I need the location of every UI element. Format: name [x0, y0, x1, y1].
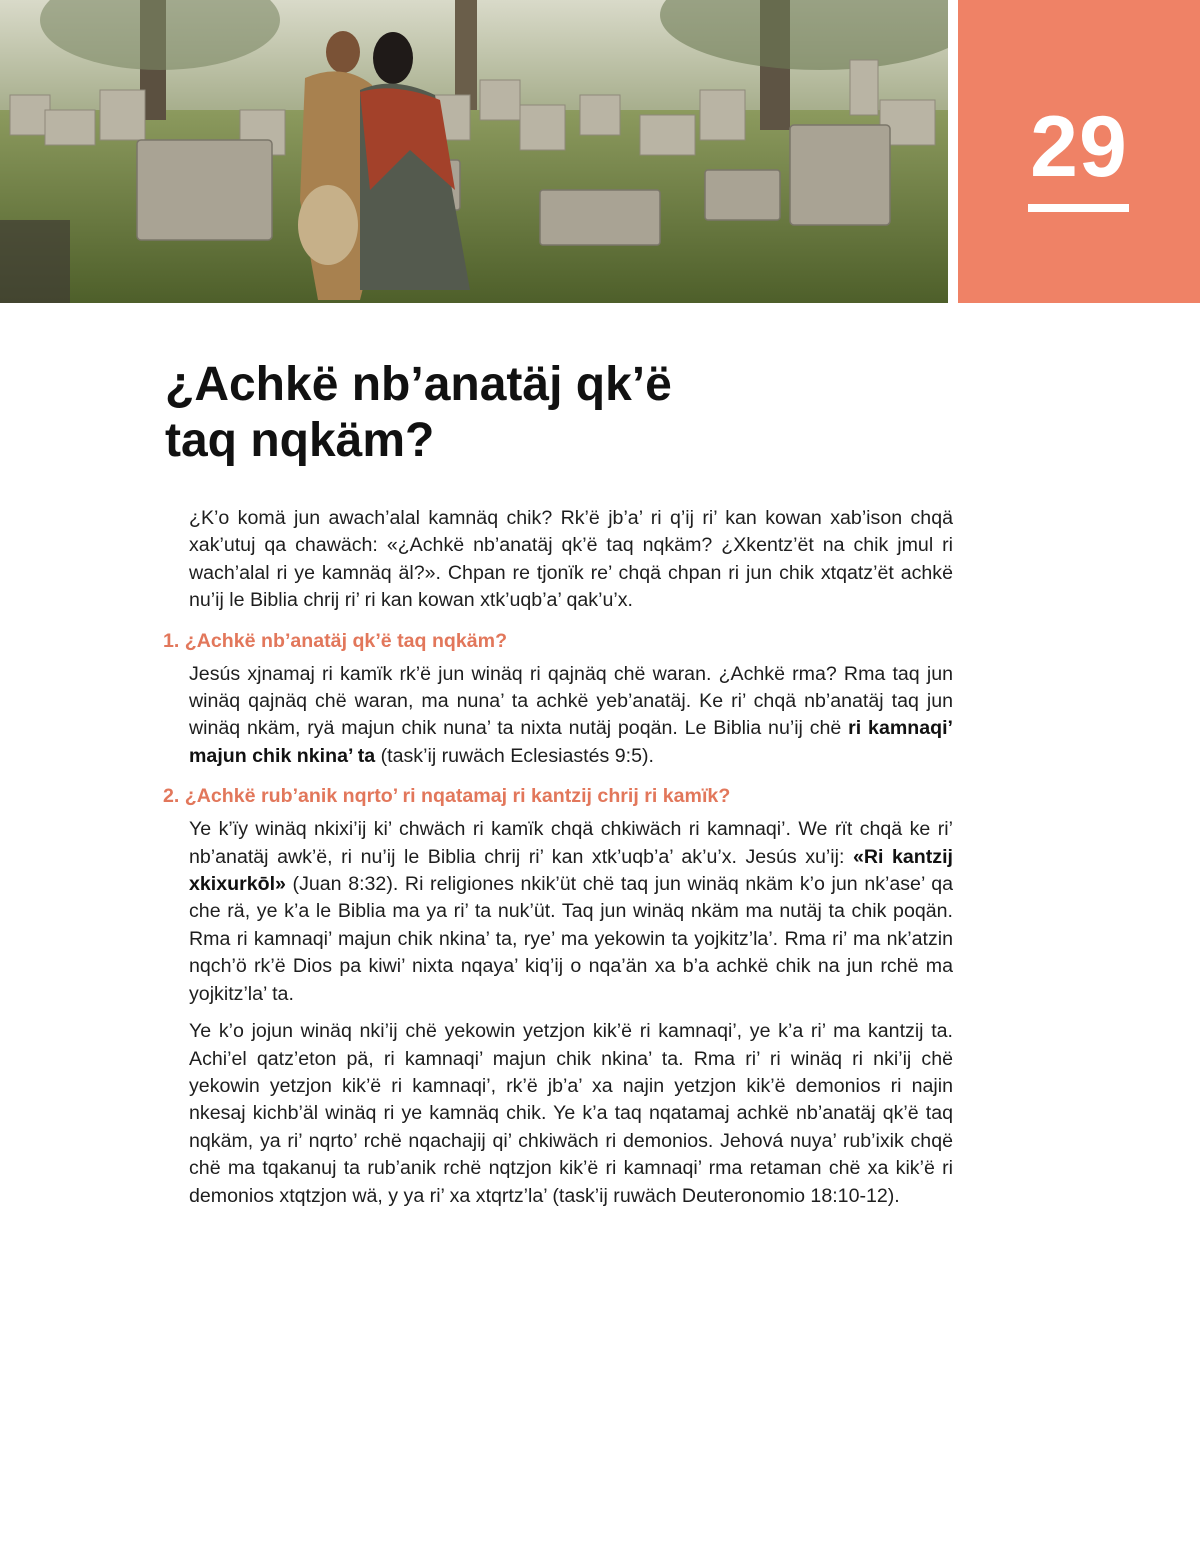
photo-cemetery-couple-icon [0, 0, 948, 303]
section-2-bold: «Ri kantzij xkixurkōl» [189, 845, 953, 896]
section-heading-2: 2. ¿Achkë rub’anik nqrto’ ri nqatamaj ri kantzij chrij ri kamïk? [163, 785, 731, 808]
chapter-rule [1028, 204, 1129, 212]
page-title [165, 357, 805, 469]
section-heading-1: 1. ¿Achkë nb’anatäj qk’ë taq nqkäm? [163, 629, 508, 652]
section-2-paragraph-2: Ye k’o jojun winäq nki’ij chë yekowin yetzjon kik’ë ri kamnaqi’, ye k’a ri’ ma kantzij ta. Achi’el qatz’eton pä, ri kamnaqi’ majun chik nkina’ ta. Rma ri’ ri winäq ri nki’ij chë yekowin yetzjon kik’ë ri kamnaqi’, rk’ë jb’a’ xa najin yetzjon kik’ë demonios ri najin nkesaj kichb’äl winäq ri ye kamnäq chik. Ye k’a taq nqatamaj achkë nb’anatäj qk’ë taq nqkäm, ya ri’ nqrto’ rchë nqachajij qi’ chkiwäch ri demonios. Jehová nuya’ rub’ixik chqë chë ma tqakanuj ta rub’anik rchë nqtzjon kik’ë ri kamnaqi’ rma retaman chë xa kik’ë ri demonios xtqtzjon wä, y ya ri’ xa xtqrtz’la’ (task’ij ruwäch Deuteronomio 18:10-12). [189, 1020, 953, 1207]
section-1-text-b: (task’ij ruwäch Eclesiastés 9:5). [375, 744, 654, 767]
section-2-paragraph-1 [189, 816, 953, 1008]
chapter-number: 29 [1030, 99, 1128, 195]
cover-photo [0, 0, 948, 303]
article-body [163, 505, 953, 1220]
intro-paragraph: ¿K’o komä jun awach’alal kamnäq chik? Rk’ë jb’a’ ri q’ij ri’ kan kowan xab’ison chqä xak’utuj qa chawäch: «¿Achkë nb’anatäj qk’ë taq nqkäm? ¿Xkentz’ët na chik jmul ri wach’alal ri ye kamnäq äl?». Chpan re tjonïk re’ chqä chpan ri jun chik xtqatz’ët achkë nu’ij le Biblia chrij ri’ ri kan kowan xtk’uqb’a’ qak’u’x. [189, 507, 953, 612]
chapter-number-box [958, 0, 1200, 303]
title-line-2: taq nqkäm? [165, 414, 435, 467]
title-line-1: ¿Achkë nb’anatäj qk’ë [165, 358, 672, 411]
section-2-text-a: Ye k’ïy winäq nkixi’ij ki’ chwäch ri kamïk chqä chkiwäch ri kamnaqi’. We rït chqä ke ri’ nb’anatäj awk’ë, ri nu’ij le Biblia chrij ri’ kan xtk’uqb’a’ ak’u’x. Jesús xu’ij: [189, 818, 953, 868]
section-1-text-a: Jesús xjnamaj ri kamïk rk’ë jun winäq ri qajnäq chë waran. ¿Achkë rma? Rma taq jun winäq qajnäq chë waran, ma nuna’ ta achkë yeb’anatäj. Ke ri’ chqä nb’anatäj taq jun winäq nkäm, ryä majun chik nuna’ ta nixta nutäj poqän. Le Biblia nu’ij chë [189, 662, 953, 740]
section-1-bold: ri kamnaqi’ majun chik nkina’ ta [189, 717, 953, 767]
section-1-paragraph [189, 661, 953, 771]
section-2-text-b: (Juan 8:32). Ri religiones nkik’üt chë taq jun winäq nkäm k’o jun nk’ase’ qa che rä, ye k’a le Biblia ma ya ri’ ta nuk’üt. Taq jun winäq nkäm ma nutäj ta chik poqän. Rma ri kamnaqi’ majun chik nkina’ ta, rye’ ma yekowin ta yojkitz’la’. Rma ri’ ma nk’atzin nqch’ö rk’ë Dios pa kiwi’ nixta nqaya’ kiq’ij o nqa’än xa b’a achkë chik na jun rchë ma yojkitz’la’ ta. [189, 873, 953, 1005]
